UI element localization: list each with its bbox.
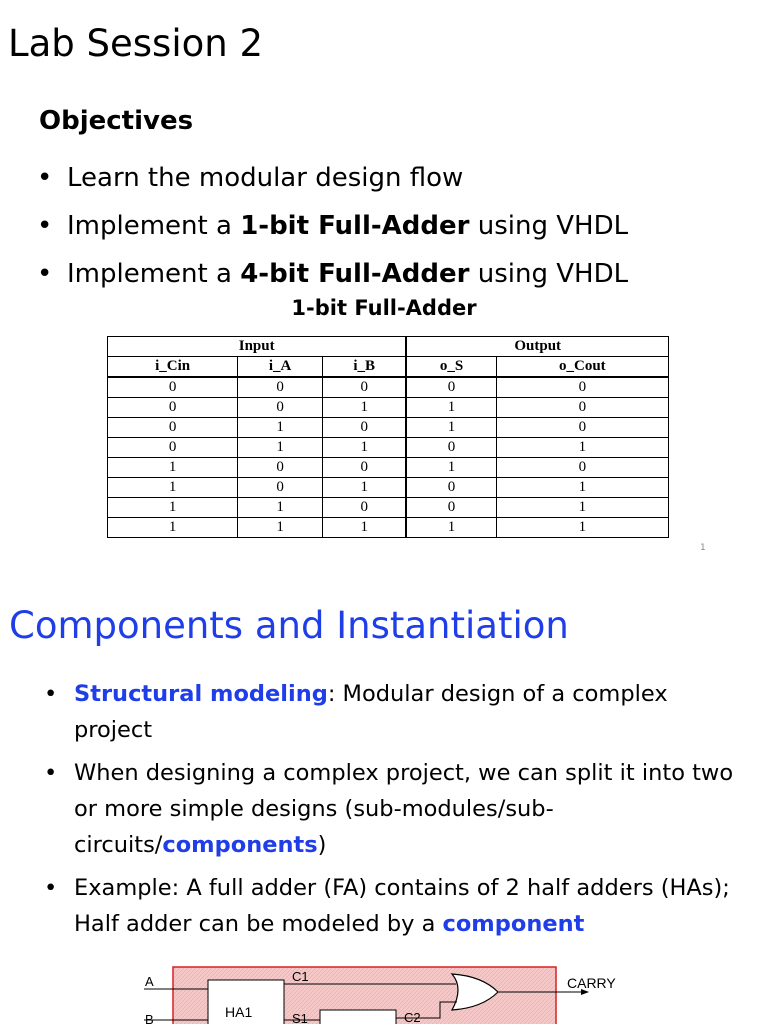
table-cell: 0 bbox=[108, 398, 238, 418]
bullet-item bbox=[44, 870, 744, 942]
table-cell: 0 bbox=[238, 398, 323, 418]
label-a: A bbox=[145, 974, 154, 989]
table-cell: 0 bbox=[323, 377, 407, 398]
table-cell: 0 bbox=[238, 478, 323, 498]
table-cell: 1 bbox=[108, 478, 238, 498]
table-row bbox=[108, 398, 669, 418]
table-cell: 0 bbox=[108, 377, 238, 398]
bullet-icon: • bbox=[37, 163, 53, 193]
slide-components bbox=[0, 570, 768, 1024]
table-cell: 0 bbox=[323, 418, 407, 438]
bullet-item bbox=[44, 676, 744, 748]
table-header: i_A bbox=[238, 357, 323, 378]
objective-bold: 1-bit Full-Adder bbox=[240, 211, 470, 241]
table-cell: 1 bbox=[496, 438, 668, 458]
table-cell: 1 bbox=[238, 438, 323, 458]
table-cell: 0 bbox=[323, 458, 407, 478]
objective-text: Learn the modular design flow bbox=[67, 163, 464, 193]
table-cell: 0 bbox=[406, 438, 496, 458]
table-row bbox=[108, 418, 669, 438]
table-cell: 1 bbox=[406, 518, 496, 538]
table-row bbox=[108, 518, 669, 538]
table-cell: 1 bbox=[238, 418, 323, 438]
page-number: 1 bbox=[700, 543, 706, 553]
objective-bold: 4-bit Full-Adder bbox=[240, 259, 470, 289]
objective-item bbox=[37, 202, 628, 250]
table-header: i_Cin bbox=[108, 357, 238, 378]
table-cell: 1 bbox=[406, 398, 496, 418]
label-s1: S1 bbox=[292, 1011, 308, 1024]
table-cell: 0 bbox=[108, 438, 238, 458]
table-cell: 1 bbox=[108, 458, 238, 478]
table-cell: 1 bbox=[496, 478, 668, 498]
table-cell: 1 bbox=[323, 438, 407, 458]
bullet-icon: • bbox=[44, 875, 58, 901]
bullet-icon: • bbox=[44, 681, 58, 707]
slide-title: Components and Instantiation bbox=[9, 604, 569, 647]
table-cell: 0 bbox=[238, 458, 323, 478]
table-cell: 0 bbox=[323, 498, 407, 518]
table-cell: 0 bbox=[238, 377, 323, 398]
table-row bbox=[108, 438, 669, 458]
label-carry: CARRY bbox=[567, 975, 616, 991]
table-cell: 1 bbox=[323, 478, 407, 498]
table-cell: 1 bbox=[238, 518, 323, 538]
table-cell: 1 bbox=[406, 458, 496, 478]
table-cell: 0 bbox=[406, 498, 496, 518]
bullet-text: Example: A full adder (FA) contains of 2 half adders (HAs); Half adder can be modeled by a bbox=[74, 875, 730, 937]
table-cell: 1 bbox=[108, 498, 238, 518]
table-cell: 1 bbox=[238, 498, 323, 518]
table-header: o_Cout bbox=[496, 357, 668, 378]
bullet-text: ) bbox=[317, 832, 327, 858]
bullet-icon: • bbox=[37, 211, 53, 241]
table-cell: 0 bbox=[406, 478, 496, 498]
table-cell: 0 bbox=[108, 418, 238, 438]
ha2-block bbox=[320, 1010, 396, 1024]
objective-item bbox=[37, 250, 628, 298]
table-cell: 0 bbox=[496, 458, 668, 478]
objective-item bbox=[37, 154, 628, 202]
objective-text: using VHDL bbox=[469, 211, 629, 241]
label-c1: C1 bbox=[292, 969, 309, 984]
table-group-output: Output bbox=[406, 337, 668, 357]
objective-text: using VHDL bbox=[469, 259, 629, 289]
label-c2: C2 bbox=[404, 1010, 421, 1024]
table-cell: 0 bbox=[406, 377, 496, 398]
objectives-list bbox=[37, 154, 628, 298]
table-cell: 1 bbox=[406, 418, 496, 438]
table-row bbox=[108, 377, 669, 398]
slide-title: Lab Session 2 bbox=[8, 22, 264, 65]
objectives-heading: Objectives bbox=[39, 106, 194, 136]
truth-table bbox=[107, 336, 669, 538]
components-list bbox=[44, 676, 744, 949]
table-cell: 0 bbox=[496, 398, 668, 418]
bullet-icon: • bbox=[44, 760, 58, 786]
table-cell: 1 bbox=[496, 498, 668, 518]
objective-text: Implement a bbox=[67, 259, 241, 289]
bullet-text: When designing a complex project, we can split it into two or more simple designs (sub-modules/sub-circuits/ bbox=[74, 760, 734, 858]
keyword-component: component bbox=[442, 911, 585, 937]
truth-table-body bbox=[108, 377, 669, 538]
full-adder-diagram bbox=[130, 962, 650, 1024]
bullet-icon: • bbox=[37, 259, 53, 289]
table-caption: 1-bit Full-Adder bbox=[291, 296, 477, 320]
label-ha1: HA1 bbox=[225, 1004, 253, 1020]
table-header: o_S bbox=[406, 357, 496, 378]
table-header: i_B bbox=[323, 357, 407, 378]
table-cell: 1 bbox=[108, 518, 238, 538]
table-row bbox=[108, 478, 669, 498]
table-row bbox=[108, 458, 669, 478]
bullet-text: : Modular design of a complex project bbox=[74, 681, 668, 743]
table-group-input: Input bbox=[108, 337, 407, 357]
label-b: B bbox=[145, 1012, 154, 1024]
table-cell: 0 bbox=[496, 377, 668, 398]
table-cell: 0 bbox=[496, 418, 668, 438]
table-cell: 1 bbox=[323, 518, 407, 538]
table-row bbox=[108, 498, 669, 518]
bullet-item bbox=[44, 755, 744, 863]
keyword-components: components bbox=[162, 832, 318, 858]
keyword-structural-modeling: Structural modeling bbox=[74, 681, 328, 707]
table-cell: 1 bbox=[323, 398, 407, 418]
table-cell: 1 bbox=[496, 518, 668, 538]
objective-text: Implement a bbox=[67, 211, 241, 241]
